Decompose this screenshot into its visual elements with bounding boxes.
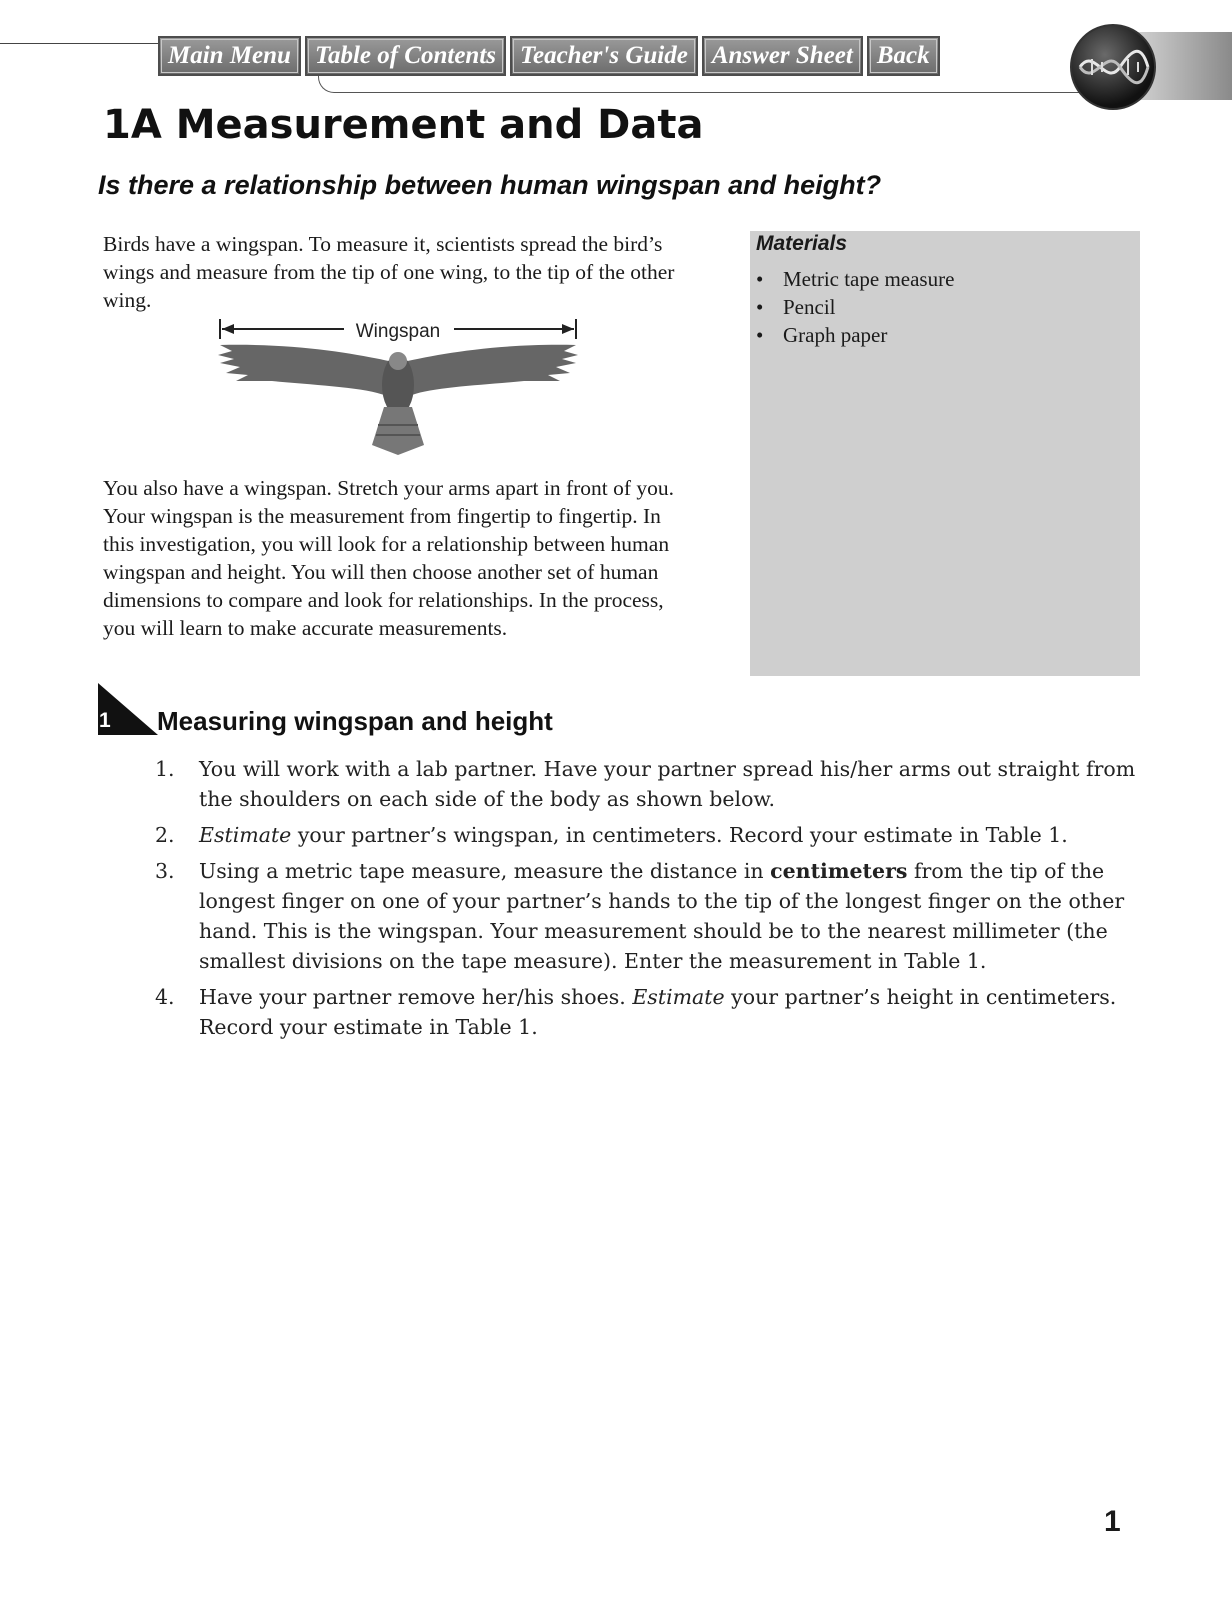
step-number: 3. <box>155 859 175 883</box>
main-menu-button[interactable]: Main Menu <box>158 36 301 76</box>
nav-underline <box>318 76 1079 93</box>
materials-item: • Pencil <box>756 293 954 321</box>
step-number: 2. <box>155 823 175 847</box>
step-number: 4. <box>155 985 175 1009</box>
step-text: Using a metric tape measure, measure the distance in <box>199 859 771 883</box>
step-item <box>155 820 1145 850</box>
bird-wingspan-figure <box>212 315 584 465</box>
materials-title: Materials <box>756 232 848 255</box>
step-emphasis: Estimate <box>632 985 725 1009</box>
step-number: 1. <box>155 757 175 781</box>
step-text: your partner’s wingspan, in centimeters. Record your estimate in Table 1. <box>291 823 1068 847</box>
top-navigation <box>158 36 940 78</box>
wingspan-label: Wingspan <box>355 321 441 342</box>
step-text: You will work with a lab partner. Have your partner spread his/her arms out straight from the shoulders on each side of the body as shown below. <box>199 757 1136 811</box>
step-item <box>155 982 1145 1042</box>
hawk-icon <box>218 345 578 455</box>
arrow-right-icon <box>562 324 574 334</box>
back-button[interactable]: Back <box>867 36 940 76</box>
teachers-guide-button[interactable]: Teacher's Guide <box>510 36 698 76</box>
step-emphasis: Estimate <box>199 823 292 847</box>
step-text: your partner’s height in centimeters. Record your estimate in Table 1. <box>199 985 1117 1039</box>
step-text: from the tip of the longest finger on one of your partner’s hands to the tip of the longest finger on the other hand. This is the wingspan. Your measurement should be to the nearest millimeter (the smallest divisions on the tape measure). Enter the measurement in Table 1. <box>199 859 1125 973</box>
materials-box <box>750 231 1140 676</box>
intro-paragraph: Birds have a wingspan. To measure it, scientists spread the bird’s wings and measure from the tip of one wing, to the tip of the other wing. <box>103 232 675 312</box>
procedure-steps <box>155 754 1145 1048</box>
answer-sheet-button[interactable]: Answer Sheet <box>702 36 863 76</box>
section-title: Measuring wingspan and height <box>157 706 553 736</box>
header-rule <box>0 43 160 44</box>
dna-logo-icon <box>1070 24 1156 110</box>
materials-list <box>756 265 954 349</box>
step-strong: centimeters <box>770 859 908 883</box>
step-item <box>155 754 1145 814</box>
section-number: 1 <box>99 709 111 732</box>
step-text: Have your partner remove her/his shoes. <box>199 985 633 1009</box>
table-of-contents-button[interactable]: Table of Contents <box>305 36 506 76</box>
page-number: 1 <box>1104 1505 1121 1538</box>
materials-item: • Graph paper <box>756 321 954 349</box>
materials-item: • Metric tape measure <box>756 265 954 293</box>
body-paragraph: You also have a wingspan. Stretch your arms apart in front of you. Your wingspan is the measurement from fingertip to fingertip. In this investigation, you will look for a relationship between human wingspan and height. You will then choose another set of human dimensions to compare and look for relationships. In the process, you will learn to make accurate measurements. <box>103 476 675 640</box>
page-subtitle: Is there a relationship between human wingspan and height? <box>98 170 882 200</box>
page-title: 1A Measurement and Data <box>103 102 704 148</box>
arrow-left-icon <box>222 324 234 334</box>
step-item <box>155 856 1145 976</box>
